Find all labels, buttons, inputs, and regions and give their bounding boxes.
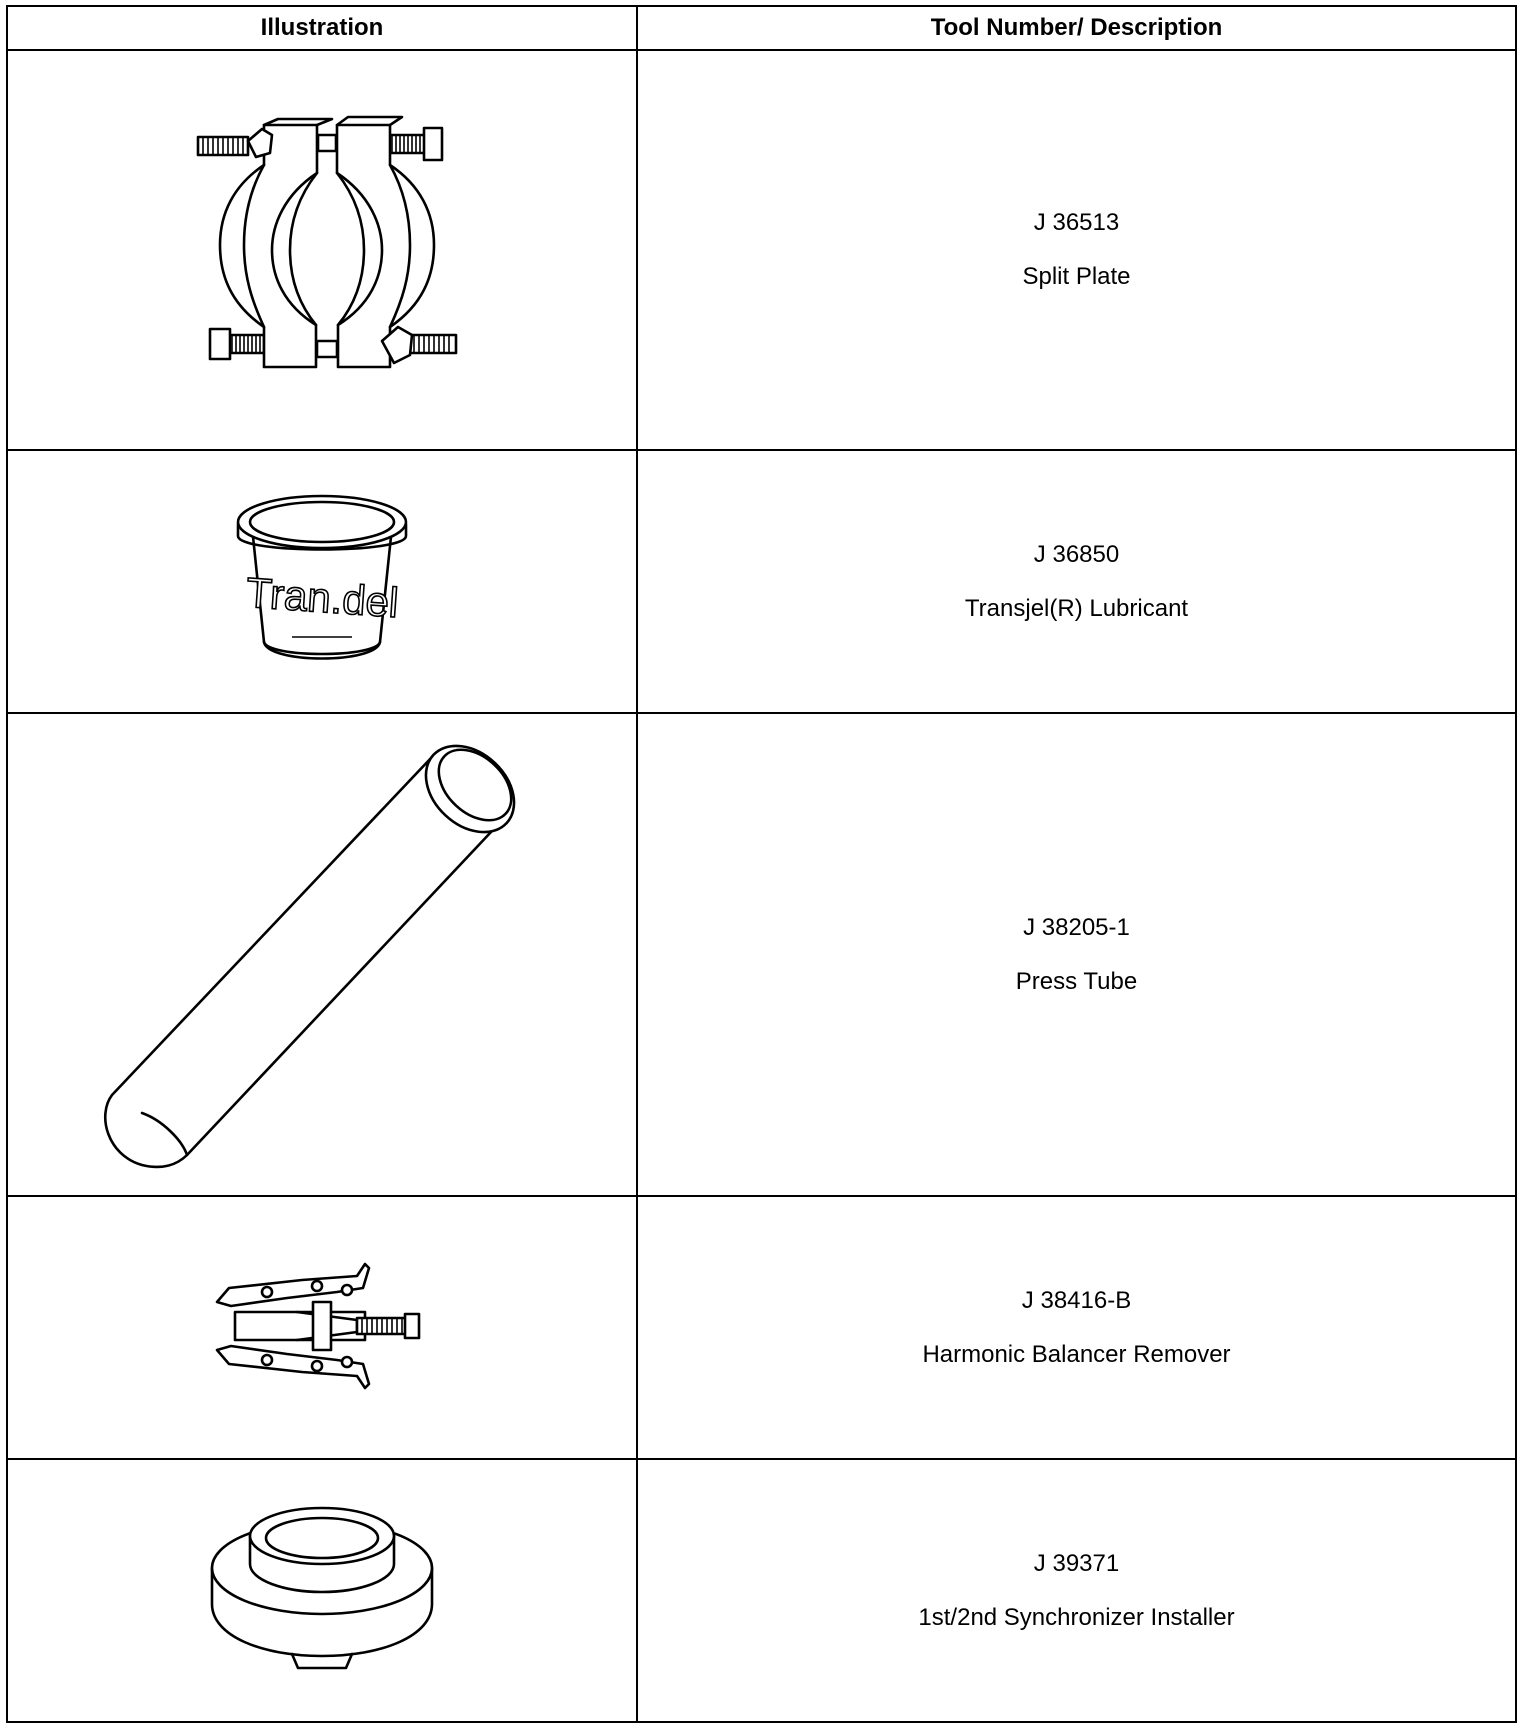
lubricant-tub-icon	[222, 482, 422, 682]
synchronizer-installer-icon	[202, 1496, 442, 1686]
description-cell	[637, 450, 1516, 713]
illustration-cell	[7, 713, 637, 1196]
description-cell	[637, 713, 1516, 1196]
header-illustration: Illustration	[7, 6, 637, 50]
illustration-cell	[7, 1196, 637, 1459]
table-row	[7, 713, 1516, 1196]
tool-description: Harmonic Balancer Remover	[922, 1340, 1231, 1368]
tool-number: J 38205-1	[1023, 913, 1130, 941]
header-row	[7, 6, 1516, 50]
tool-description: 1st/2nd Synchronizer Installer	[918, 1603, 1235, 1631]
description-cell	[637, 1196, 1516, 1459]
press-tube-icon	[92, 735, 552, 1175]
svg-text:Tran.del: Tran.del	[244, 568, 401, 626]
tool-description: Transjel(R) Lubricant	[964, 594, 1189, 622]
tool-number: J 36850	[1033, 540, 1120, 568]
tool-description: Press Tube	[1015, 967, 1138, 995]
description-cell	[637, 50, 1516, 450]
tool-number: J 36513	[1033, 209, 1120, 236]
tool-number: J 38416-B	[1021, 1286, 1132, 1314]
special-tools-table	[6, 5, 1517, 1723]
illustration-cell	[7, 450, 637, 713]
description-cell	[637, 1459, 1516, 1722]
table-row	[7, 1459, 1516, 1722]
balancer-remover-icon	[207, 1258, 437, 1398]
illustration-cell	[7, 1459, 637, 1722]
split-plate-icon	[172, 105, 472, 395]
table-row	[7, 50, 1516, 450]
table-row	[7, 450, 1516, 713]
tool-number: J 39371	[1033, 1549, 1120, 1577]
table-row	[7, 1196, 1516, 1459]
header-tool-description: Tool Number/ Description	[637, 6, 1516, 50]
illustration-cell	[7, 50, 637, 450]
tool-description: Split Plate	[1022, 263, 1131, 290]
